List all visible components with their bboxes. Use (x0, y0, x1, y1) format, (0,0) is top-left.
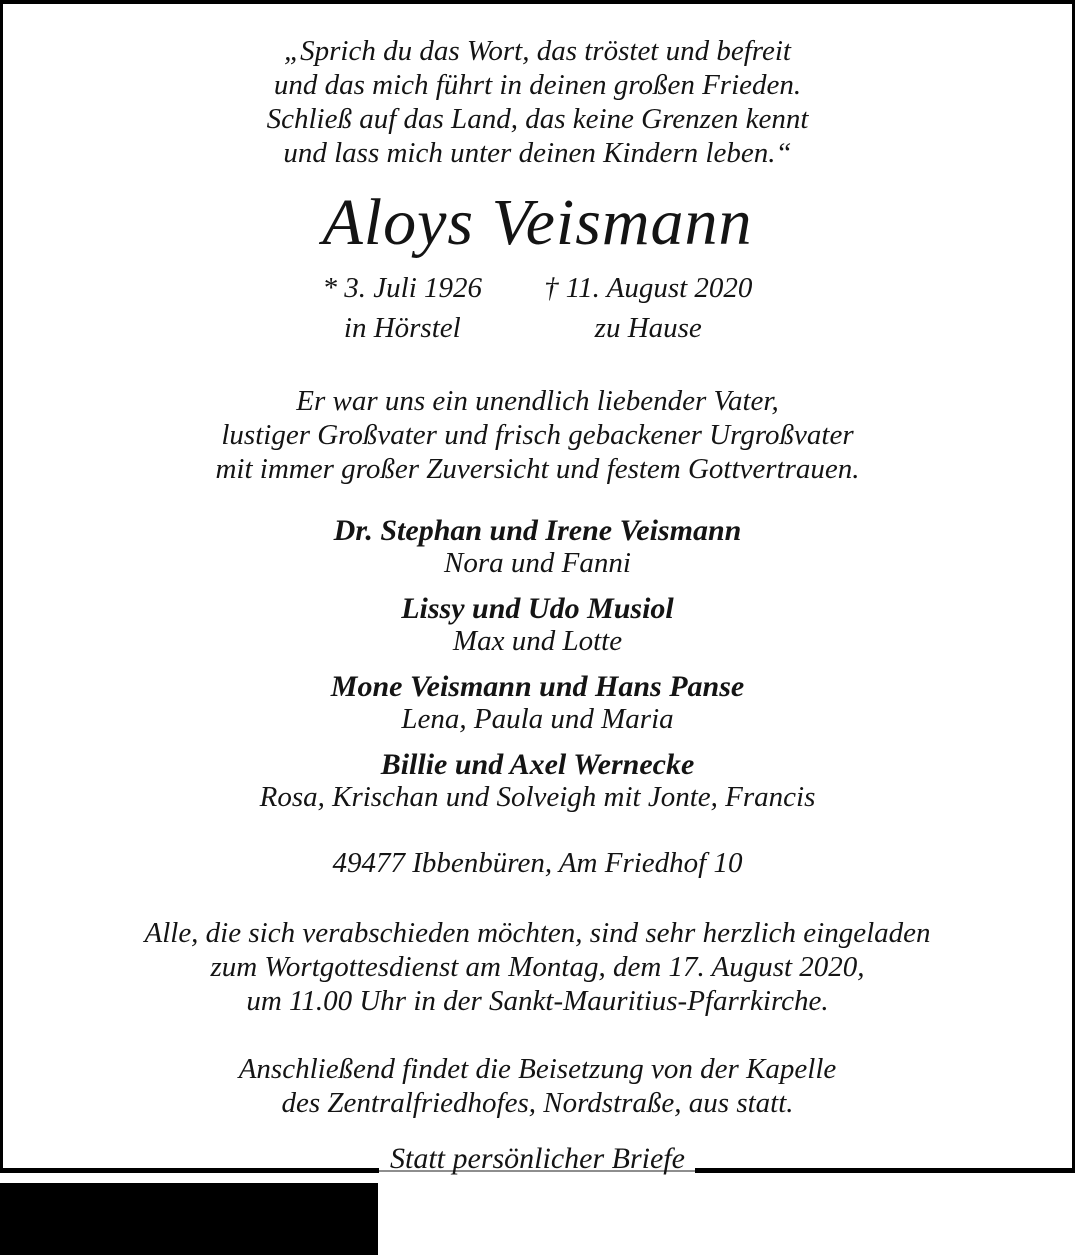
tribute-paragraph (3, 384, 1072, 486)
family-names: Mone Veismann und Hans Panse (330, 670, 745, 703)
family-names: Lissy und Udo Musiol (401, 592, 674, 625)
quote-line: und lass mich unter deinen Kindern leben.“ (283, 137, 792, 169)
death-place: zu Hause (594, 312, 702, 344)
family-entry (3, 670, 1072, 736)
birth-place: in Hörstel (343, 312, 461, 344)
family-entry (3, 748, 1072, 814)
family-children: Rosa, Krischan und Solveigh mit Jonte, Francis (259, 781, 816, 813)
service-paragraph (3, 916, 1072, 1018)
tribute-line: Er war uns ein unendlich liebender Vater, (296, 385, 779, 417)
family-children: Lena, Paula und Maria (401, 703, 674, 735)
burial-line: Anschließend findet die Beisetzung von der Kapelle (238, 1053, 837, 1085)
family-entry (3, 592, 1072, 658)
address-line: 49477 Ibbenbüren, Am Friedhof 10 (332, 847, 743, 879)
service-line: Alle, die sich verabschieden möchten, sind sehr herzlich eingeladen (144, 917, 931, 949)
tribute-line: lustiger Großvater und frisch gebackener Urgroßvater (221, 419, 854, 451)
family-children: Nora und Fanni (444, 547, 631, 579)
burial-paragraph (3, 1052, 1072, 1120)
family-names: Dr. Stephan und Irene Veismann (333, 514, 742, 547)
birth-date: * 3. Juli 1926 (322, 272, 483, 304)
family-names: Billie und Axel Wernecke (380, 748, 695, 781)
quote-line: „Sprich du das Wort, das tröstet und befreit (284, 35, 791, 67)
family-list (3, 514, 1072, 814)
redaction-box (0, 1183, 378, 1255)
death-date: † 11. August 2020 (544, 272, 753, 304)
life-dates (3, 268, 1072, 348)
quote-line: Schließ auf das Land, das keine Grenzen kennt (266, 103, 809, 135)
quote-line: und das mich führt in deinen großen Frieden. (273, 69, 802, 101)
tribute-line: mit immer großer Zuversicht und festem Gottvertrauen. (215, 453, 860, 485)
burial-line: des Zentralfriedhofes, Nordstraße, aus statt. (281, 1087, 794, 1119)
deceased-name: Aloys Veismann (322, 186, 753, 259)
death-info (544, 268, 752, 348)
family-entry (3, 514, 1072, 580)
birth-info (323, 268, 483, 348)
family-children: Max und Lotte (452, 625, 623, 657)
service-line: um 11.00 Uhr in der Sankt-Mauritius-Pfarrkirche. (246, 985, 829, 1017)
footer-note: Statt persönlicher Briefe (390, 1142, 685, 1175)
opening-quote (3, 34, 1072, 170)
service-line: zum Wortgottesdienst am Montag, dem 17. August 2020, (210, 951, 865, 983)
